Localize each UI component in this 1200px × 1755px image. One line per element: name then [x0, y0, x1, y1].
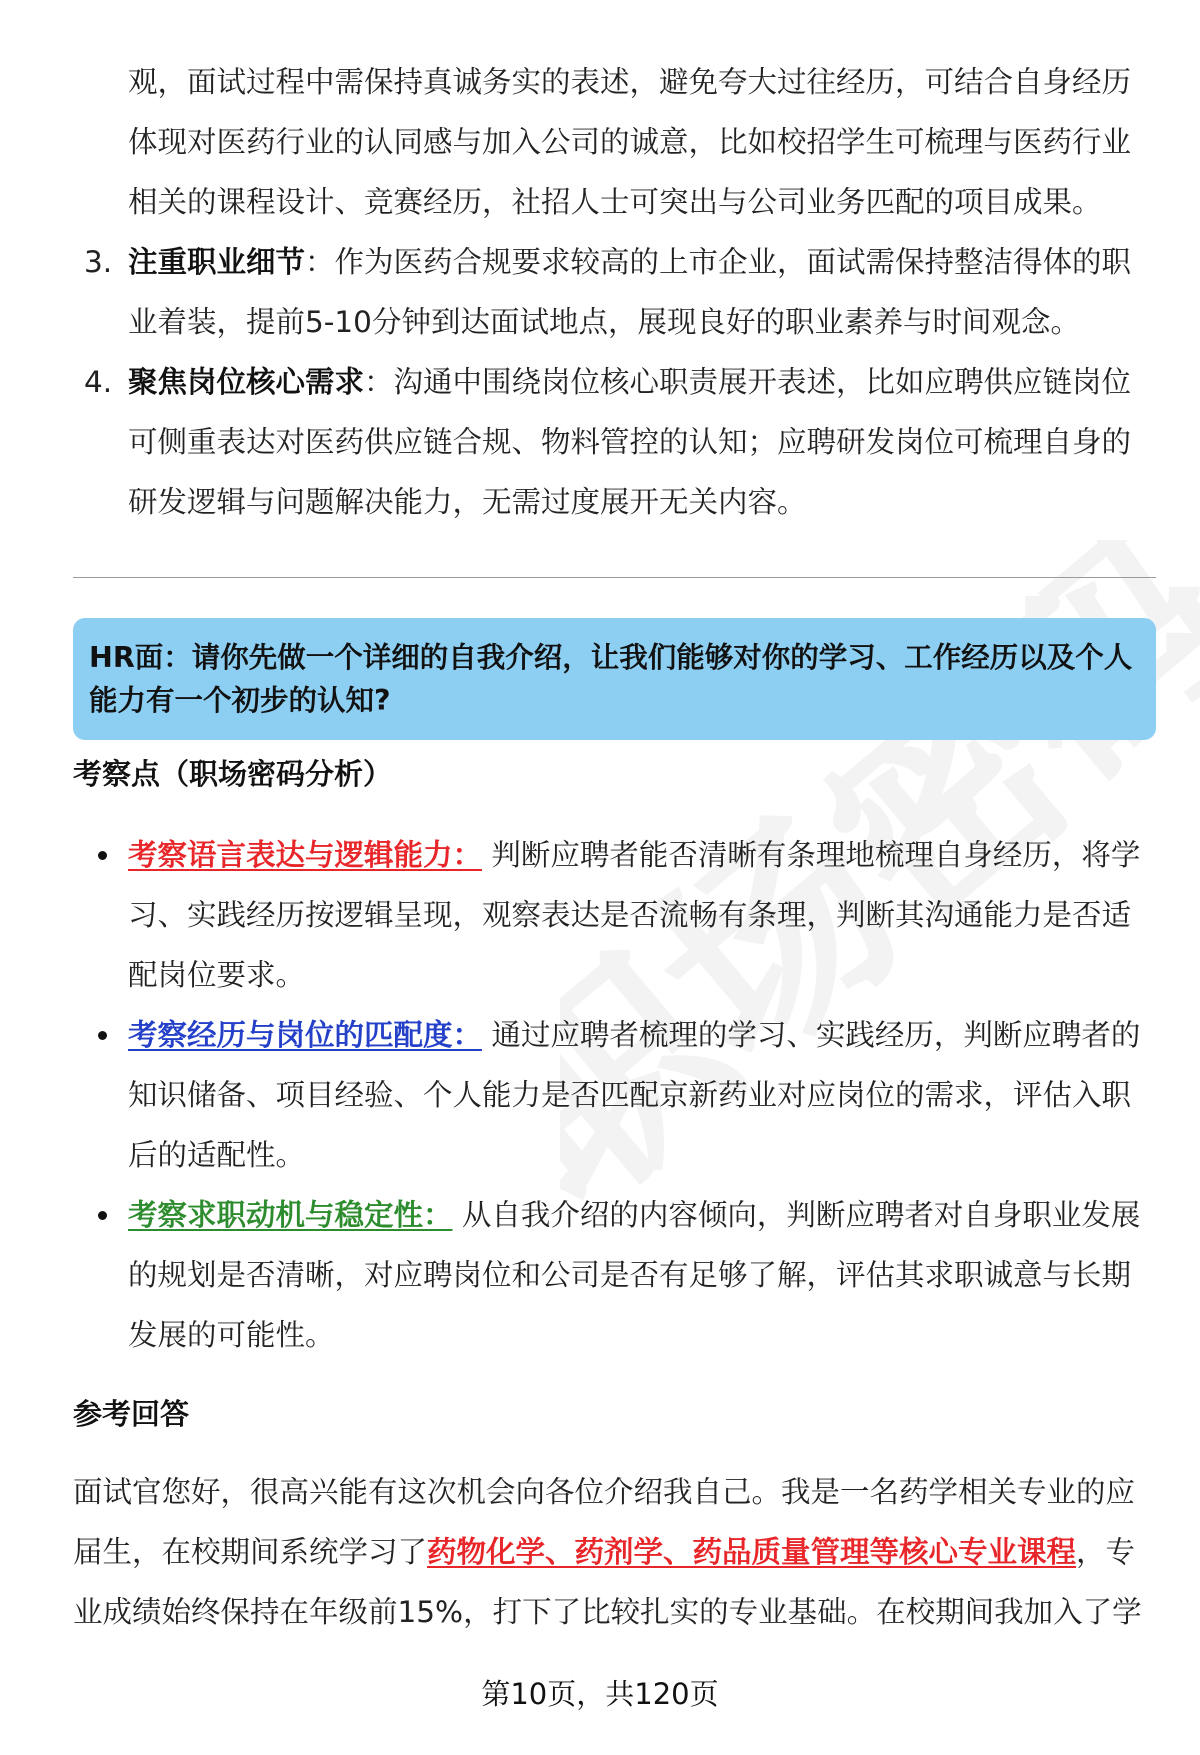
question-box	[73, 618, 1156, 740]
bullet-text: 判断应聘者能否清晰有条理地梳理自身经历，将学习、实践经历按逻辑呈现，观察表达是否流畅有条理，判断其沟通能力是否适配岗位要求。	[128, 838, 1141, 992]
answer-highlight: 药物化学、药剂学、药品质量管理等核心专业课程	[427, 1535, 1077, 1569]
answer-heading: 参考回答	[73, 1397, 190, 1431]
bullet-text: 通过应聘者梳理的学习、实践经历，判断应聘者的知识储备、项目经验、个人能力是否匹配京新药业对应岗位的需求，评估入职后的适配性。	[128, 1018, 1141, 1172]
section-divider	[73, 577, 1156, 578]
points-heading: 考察点（职场密码分析）	[73, 757, 393, 791]
page-number: 第10页，共120页	[481, 1677, 719, 1711]
list-item-title: 注重职业细节	[128, 245, 306, 279]
bullet-dot	[98, 851, 107, 860]
bullet-dot	[98, 1031, 107, 1040]
bullet-key: 考察语言表达与逻辑能力：	[128, 838, 483, 872]
bullet-key: 考察经历与岗位的匹配度：	[128, 1018, 483, 1052]
list-item-continuation	[128, 52, 1148, 232]
list-item-text: 作为医药合规要求较高的上市企业，面试需保持整洁得体的职业着装，提前5-10分钟到达面试地点，展现良好的职业素养与时间观念。	[128, 245, 1132, 339]
bullet-item	[128, 1185, 1148, 1365]
bullet-list	[0, 825, 1200, 1365]
list-number: 3.	[84, 245, 113, 279]
bullet-item	[128, 825, 1148, 1005]
question-text: HR面：请你先做一个详细的自我介绍，让我们能够对你的学习、工作经历以及个人能力有一个初步的认知?	[89, 641, 1133, 717]
bullet-key: 考察求职动机与稳定性：	[128, 1198, 453, 1232]
list-item-title: 聚焦岗位核心需求	[128, 365, 365, 399]
ordered-list	[0, 52, 1200, 532]
list-item-text: 沟通中围绕岗位核心职责展开表述，比如应聘供应链岗位可侧重表达对医药供应链合规、物料管控的认知；应聘研发岗位可梳理自身的研发逻辑与问题解决能力，无需过度展开无关内容。	[128, 365, 1132, 519]
bullet-text: 从自我介绍的内容倾向，判断应聘者对自身职业发展的规划是否清晰，对应聘岗位和公司是否有足够了解，评估其求职诚意与长期发展的可能性。	[128, 1198, 1141, 1352]
list-number: 4.	[84, 365, 113, 399]
list-item	[84, 232, 1148, 352]
list-item-sep: ：	[364, 365, 394, 399]
list-item	[84, 352, 1148, 532]
bullet-item	[128, 1005, 1148, 1185]
bullet-dot	[98, 1211, 107, 1220]
answer-text-before: 面试官您好，很高兴能有这次机会向各位介绍我自己。我是一名药学相关专业的应届生，在校期间系统学习了	[73, 1475, 1136, 1569]
answer-paragraph	[73, 1462, 1156, 1642]
answer-text-after: ，专业成绩始终保持在年级前15%，打下了比较扎实的专业基础。在校期间我加入了学	[73, 1535, 1142, 1629]
list-item-sep: ：	[305, 245, 335, 279]
list-item-text: 观，面试过程中需保持真诚务实的表述，避免夸大过往经历，可结合自身经历体现对医药行业的认同感与加入公司的诚意，比如校招学生可梳理与医药行业相关的课程设计、竞赛经历，社招人士可突出与公司业务匹配的项目成果。	[128, 65, 1132, 219]
